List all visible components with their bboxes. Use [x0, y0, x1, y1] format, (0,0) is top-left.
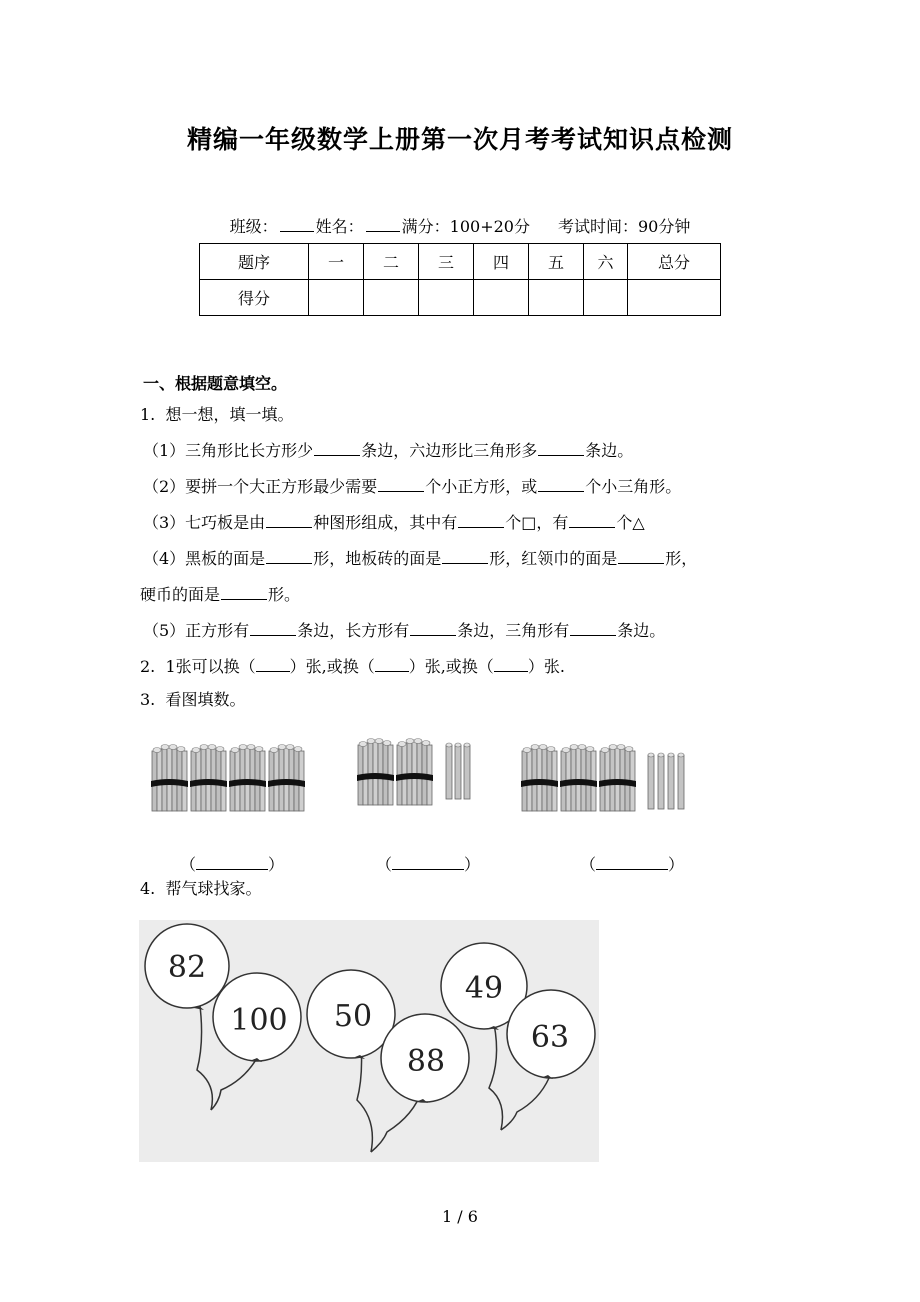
table-cell: 二 [364, 244, 419, 280]
text: 个小三角形。 [585, 477, 682, 496]
question-text: 看图填数。 [165, 690, 246, 709]
score-cell[interactable] [628, 280, 721, 316]
text: 硬币的面是 [140, 585, 221, 604]
q1-part-4-cont [140, 582, 300, 605]
exam-time: 考试时间：90分钟 [557, 217, 691, 236]
question-3 [140, 687, 245, 710]
text: （ [376, 855, 393, 874]
q3-answer-1[interactable] [180, 852, 284, 875]
q1-part-1 [143, 438, 633, 461]
answer-blank[interactable] [266, 549, 312, 564]
text: 条边，六边形比三角形多 [361, 441, 538, 460]
text: 条边。 [617, 621, 666, 640]
score-cell[interactable] [584, 280, 628, 316]
balloon-number: 100 [230, 1003, 288, 1038]
balloon-number: 50 [333, 999, 373, 1034]
score-cell[interactable] [419, 280, 474, 316]
page-title: 精编一年级数学上册第一次月考考试知识点检测 [186, 125, 733, 154]
text: （4）黑板的面是 [143, 549, 266, 568]
question-1 [140, 402, 293, 425]
q3-answer-2[interactable] [376, 852, 480, 875]
q1-part-4 [143, 546, 697, 569]
text: 个△ [616, 513, 645, 532]
text: （1）三角形比长方形少 [143, 441, 314, 460]
exam-info [0, 214, 920, 237]
answer-blank[interactable] [256, 657, 290, 672]
text: 1张可以换（ [165, 657, 256, 676]
question-number: 3. [140, 690, 156, 709]
table-cell: 三 [419, 244, 474, 280]
table-cell: 五 [529, 244, 584, 280]
full-score: 满分：100+20分 [401, 217, 530, 236]
balloon-number: 49 [464, 971, 504, 1006]
answer-blank[interactable] [458, 513, 504, 528]
text: 条边，长方形有 [297, 621, 410, 640]
class-blank [280, 217, 314, 232]
class-label: 班级： [229, 217, 278, 236]
score-table [199, 243, 721, 316]
text: （3）七巧板是由 [143, 513, 266, 532]
q1-part-5 [143, 618, 665, 641]
text: ）张,或换（ [408, 657, 494, 676]
name-blank [366, 217, 400, 232]
section-heading: 一、根据题意填空。 [143, 374, 288, 393]
balloons-figure [139, 920, 599, 1162]
text: （ [180, 855, 197, 874]
balloon-number: 63 [530, 1020, 570, 1055]
text: ）张,或换（ [289, 657, 375, 676]
score-cell[interactable] [529, 280, 584, 316]
table-cell: 题序 [200, 244, 309, 280]
text: 形， [665, 549, 698, 568]
answer-blank[interactable] [538, 441, 584, 456]
answer-blank[interactable] [314, 441, 360, 456]
question-number: 2. [140, 657, 156, 676]
text: 个□，有 [505, 513, 569, 532]
bundle-group-3 [521, 745, 684, 812]
answer-blank[interactable] [538, 477, 584, 492]
answer-blank[interactable] [570, 621, 616, 636]
score-table-row [200, 280, 721, 316]
balloon-number: 82 [167, 950, 207, 985]
table-cell: 一 [309, 244, 364, 280]
text: ） [464, 855, 481, 874]
question-number: 1. [140, 405, 156, 424]
q3-answer-3[interactable] [580, 852, 684, 875]
answer-blank[interactable] [410, 621, 456, 636]
question-text: 帮气球找家。 [165, 879, 262, 898]
question-2 [140, 654, 565, 677]
score-table-header [200, 244, 721, 280]
answer-blank[interactable] [250, 621, 296, 636]
table-cell: 总分 [628, 244, 721, 280]
q1-part-3 [143, 510, 645, 533]
score-cell[interactable] [474, 280, 529, 316]
score-cell[interactable] [309, 280, 364, 316]
text: 条边，三角形有 [457, 621, 570, 640]
stick-bundles-figure [140, 735, 700, 815]
text: 条边。 [585, 441, 634, 460]
question-4 [140, 876, 261, 899]
text: ） [268, 855, 285, 874]
answer-blank[interactable] [442, 549, 488, 564]
page-number: 1 / 6 [442, 1207, 478, 1226]
text: ）张. [527, 657, 565, 676]
table-cell: 四 [474, 244, 529, 280]
table-cell: 得分 [200, 280, 309, 316]
table-cell: 六 [584, 244, 628, 280]
answer-blank[interactable] [618, 549, 664, 564]
answer-blank[interactable] [569, 513, 615, 528]
score-cell[interactable] [364, 280, 419, 316]
question-text: 想一想，填一填。 [165, 405, 294, 424]
text: （ [580, 855, 597, 874]
text: 个小正方形，或 [425, 477, 538, 496]
answer-blank[interactable] [494, 657, 528, 672]
bundle-group-1 [151, 745, 305, 812]
text: （2）要拼一个大正方形最少需要 [143, 477, 378, 496]
text: （5）正方形有 [143, 621, 250, 640]
answer-blank[interactable] [266, 513, 312, 528]
answer-blank[interactable] [375, 657, 409, 672]
text: ） [668, 855, 685, 874]
name-label: 姓名： [315, 217, 364, 236]
q1-part-2 [143, 474, 681, 497]
text: 形。 [268, 585, 301, 604]
question-number: 4. [140, 879, 156, 898]
answer-blank[interactable] [221, 585, 267, 600]
bundle-group-2 [357, 739, 470, 806]
text: 形，红领巾的面是 [489, 549, 618, 568]
text: 形，地板砖的面是 [313, 549, 442, 568]
text: 种图形组成，其中有 [313, 513, 458, 532]
answer-blank[interactable] [378, 477, 424, 492]
balloon-number: 88 [406, 1044, 446, 1079]
